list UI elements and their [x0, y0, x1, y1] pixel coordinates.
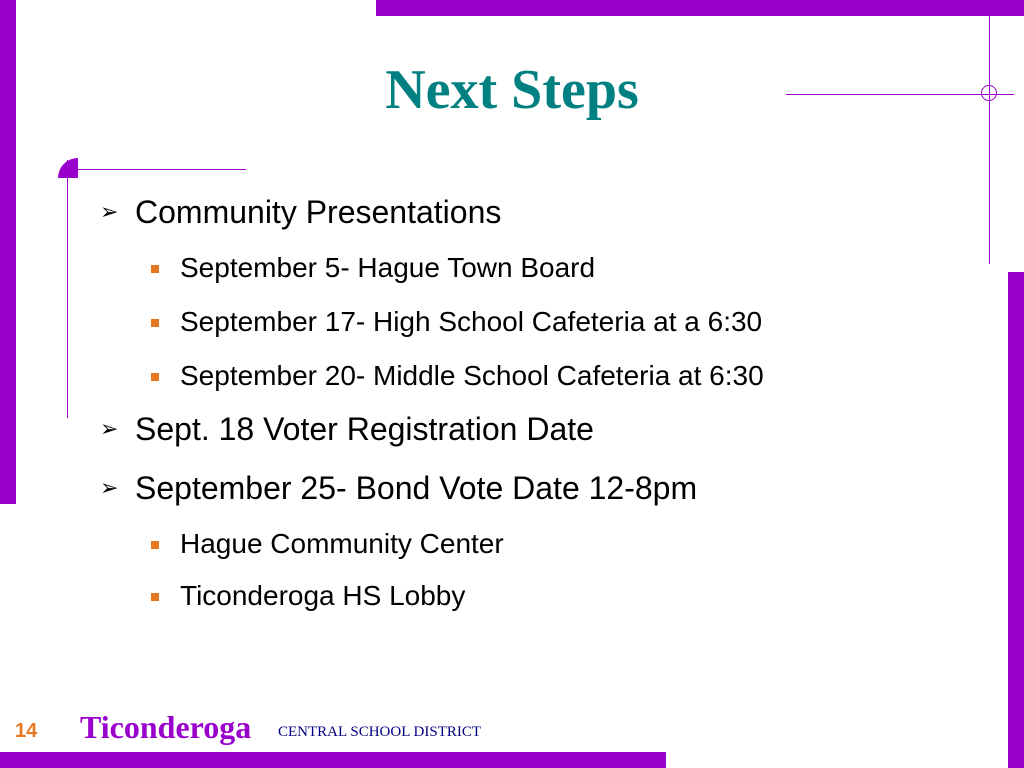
- arrowhead-icon: ➢: [100, 199, 119, 224]
- sub-bullet-item: September 20- Middle School Cafeteria at 6:30: [180, 360, 764, 391]
- sub-bullet-item: September 5- Hague Town Board: [180, 252, 596, 283]
- bullet-community-presentations: Community Presentations: [135, 194, 502, 230]
- sub-bullet-item: Ticonderoga HS Lobby: [180, 580, 466, 611]
- bottom-accent-bar: [0, 752, 666, 768]
- footer-brand: Ticonderoga: [80, 709, 252, 745]
- slide-title: Next Steps: [385, 59, 639, 121]
- top-accent-bar: [376, 0, 1024, 16]
- square-bullet-icon: [151, 265, 159, 273]
- sub-bullet-item: September 17- High School Cafeteria at a 6:30: [180, 306, 763, 337]
- square-bullet-icon: [151, 373, 159, 381]
- arrowhead-icon: ➢: [100, 416, 119, 441]
- left-horizontal-line: [60, 169, 246, 170]
- left-vertical-line: [67, 160, 68, 418]
- sub-bullet-item: Hague Community Center: [180, 528, 504, 559]
- square-bullet-icon: [151, 319, 159, 327]
- arrowhead-icon: ➢: [100, 475, 119, 500]
- square-bullet-icon: [151, 541, 159, 549]
- footer-subtitle: CENTRAL SCHOOL DISTRICT: [278, 724, 482, 740]
- bullet-bond-vote: September 25- Bond Vote Date 12-8pm: [135, 470, 698, 506]
- page-number: 14: [15, 720, 38, 742]
- top-right-vertical-line: [989, 16, 990, 264]
- square-bullet-icon: [151, 593, 159, 601]
- right-accent-bar: [1008, 272, 1024, 768]
- bullet-voter-registration: Sept. 18 Voter Registration Date: [135, 411, 594, 447]
- quarter-circle-icon: [58, 158, 78, 178]
